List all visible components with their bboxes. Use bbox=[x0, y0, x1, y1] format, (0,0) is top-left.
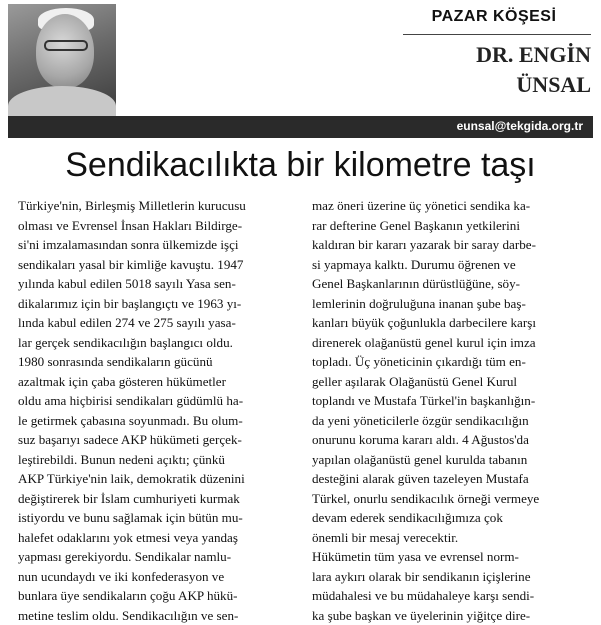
article-text-line: yapılan olağanüstü genel kurulda tabanın bbox=[312, 450, 574, 470]
author-email[interactable]: eunsal@tekgida.org.tr bbox=[457, 119, 583, 133]
article-text-line: da yeni yöneticilerle özgür sendikacılığın bbox=[312, 411, 574, 431]
article-text-line: müdahalesi ve bu müdahaleye karşı sendi- bbox=[312, 586, 574, 606]
article-text-line: desteğini alarak güven tazeleyen Mustafa bbox=[312, 469, 574, 489]
header-bar bbox=[8, 116, 593, 138]
author-photo bbox=[8, 4, 116, 116]
article-text-line: önemli bir mesaj verecektir. bbox=[312, 528, 574, 548]
photo-glasses bbox=[44, 40, 88, 51]
article-text-line: oldu ama hiçbirisi sendikaları güdümlü ha- bbox=[18, 391, 280, 411]
article-text-line: yılında kabul edilen 5018 sayılı Yasa sen- bbox=[18, 274, 280, 294]
article-text-line: Hükümetin tüm yasa ve evrensel norm- bbox=[312, 547, 574, 567]
photo-face bbox=[36, 14, 94, 88]
article-text-line: kaldıran bir kararı yazarak bir saray darbe- bbox=[312, 235, 574, 255]
article-text-line: lemlerinin doğruluğuna inanan şube baş- bbox=[312, 294, 574, 314]
article-text-line: Türkiye'nin, Birleşmiş Milletlerin kurucusu bbox=[18, 196, 280, 216]
article-text-line: yapması gerekiyordu. Sendikalar namlu- bbox=[18, 547, 280, 567]
article-text-line: onurunu koruma kararı aldı. 4 Ağustos'da bbox=[312, 430, 574, 450]
article-text-line: halefet odaklarını yok etmesi veya yandaş bbox=[18, 528, 280, 548]
article-text-line: maz öneri üzerine üç yönetici sendika ka- bbox=[312, 196, 574, 216]
article-text-line: rar defterine Genel Başkanın yetkilerini bbox=[312, 216, 574, 236]
article-text-line: geller aşılarak Olağanüstü Genel Kurul bbox=[312, 372, 574, 392]
article-text-line: ka şube başkan ve üyelerinin yiğitçe dire- bbox=[312, 606, 574, 625]
article-text-line: suz başarıyı sadece AKP hükümeti gerçek- bbox=[18, 430, 280, 450]
article-title: Sendikacılıkta bir kilometre taşı bbox=[8, 141, 593, 189]
article-text-line: 1980 sonrasında sendikaların gücünü bbox=[18, 352, 280, 372]
article-text-line: leştirebildi. Bunun nedeni açıktı; çünkü bbox=[18, 450, 280, 470]
article-text-line: istiyordu ve bunu sağlamak için bütün mu- bbox=[18, 508, 280, 528]
article-text-line: le getirmek çabasına soyunmadı. Bu olum- bbox=[18, 411, 280, 431]
article-text-line: lında kabul edilen 274 ve 275 sayılı yasa- bbox=[18, 313, 280, 333]
author-name bbox=[405, 40, 591, 100]
article-column-right bbox=[312, 196, 574, 625]
article-text-line: azaltmak için çaba gösteren hükümetler bbox=[18, 372, 280, 392]
article-text-line: lara aykırı olarak bir sendikanın içişlerine bbox=[312, 567, 574, 587]
article-text-line: Türkel, onurlu sendikacılık örneği vermeye bbox=[312, 489, 574, 509]
article-text-line: olması ve Evrensel İnsan Hakları Bildirge- bbox=[18, 216, 280, 236]
article-text-line: toplandı ve Mustafa Türkel'in başkanlığın- bbox=[312, 391, 574, 411]
article-text-line: metine teslim oldu. Sendikacılığın ve sen- bbox=[18, 606, 280, 625]
photo-shirt bbox=[8, 86, 116, 116]
article-text-line: topladı. Üç yöneticinin çıkardığı tüm en- bbox=[312, 352, 574, 372]
author-name-line2: ÜNSAL bbox=[405, 70, 591, 100]
article-text-line: dikalarımız için bir başlangıçtı ve 1963 yı- bbox=[18, 294, 280, 314]
section-label: PAZAR KÖŞESİ bbox=[400, 8, 588, 26]
author-name-line1: DR. ENGİN bbox=[405, 40, 591, 70]
article-text-line: sendikaları yasal bir kimliğe kavuştu. 1947 bbox=[18, 255, 280, 275]
article-text-line: direnerek olağanüstü genel kurul için imza bbox=[312, 333, 574, 353]
article-text-line: si'ni imzalamasından sonra ülkemizde işçi bbox=[18, 235, 280, 255]
article-text-line: bunlara üye sendikaların çoğu AKP hükü- bbox=[18, 586, 280, 606]
article-text-line: değiştirerek bir İslam cumhuriyeti kurmak bbox=[18, 489, 280, 509]
article-text-line: AKP Türkiye'nin laik, demokratik düzenini bbox=[18, 469, 280, 489]
article-text-line: nun ucundaydı ve iki konfederasyon ve bbox=[18, 567, 280, 587]
article-text-line: devam ederek sendikacılığımıza çok bbox=[312, 508, 574, 528]
section-divider bbox=[403, 34, 591, 35]
article-text-line: lar gerçek sendikacılığın başlangıcı oldu. bbox=[18, 333, 280, 353]
article-text-line: Genel Başkanlarının dürüstlüğüne, söy- bbox=[312, 274, 574, 294]
article-text-line: si yapmaya kalktı. Durumu öğrenen ve bbox=[312, 255, 574, 275]
article-column-left bbox=[18, 196, 280, 625]
article-text-line: kanları büyük çoğunlukla darbecilere karşı bbox=[312, 313, 574, 333]
